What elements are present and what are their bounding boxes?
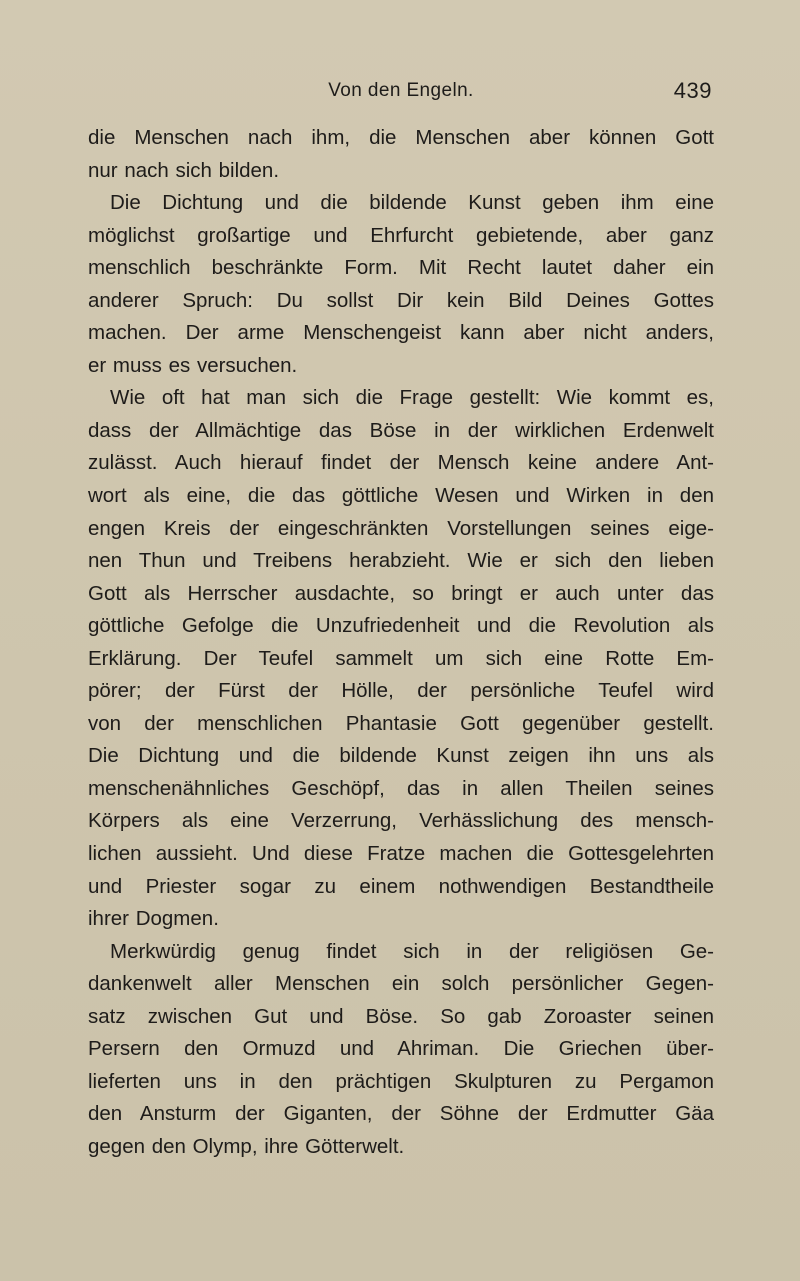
text-line: ihrer Dogmen.: [88, 907, 219, 931]
text-line: göttliche Gefolge die Unzufriedenheit und die Revolution als: [88, 614, 714, 638]
text-line: gegen den Olymp, ihre Götterwelt.: [88, 1134, 405, 1158]
text-line: Die Dichtung und die bildende Kunst zeigen ihn uns als: [88, 744, 714, 768]
page-number: 439: [673, 78, 712, 103]
text-line: Merkwürdig genug findet sich in der religiösen Ge-: [110, 939, 714, 963]
text-line: nur nach sich bilden.: [88, 158, 280, 182]
text-line: satz zwischen Gut und Böse. So gab Zoroaster seinen: [88, 1004, 714, 1028]
text-line: und Priester sogar zu einem nothwendigen Bestandtheile: [88, 874, 714, 898]
body-text: [88, 122, 714, 1164]
text-line: möglichst großartige und Ehrfurcht gebietende, aber ganz: [88, 223, 714, 247]
text-line: Wie oft hat man sich die Frage gestellt: Wie kommt es,: [110, 386, 714, 410]
text-line: zulässt. Auch hierauf findet der Mensch keine andere Ant-: [88, 451, 714, 475]
running-head: [90, 78, 712, 108]
text-line: dass der Allmächtige das Böse in der wirklichen Erdenwelt: [88, 418, 714, 442]
text-line: er muss es versuchen.: [88, 353, 298, 377]
text-line: nen Thun und Treibens herabzieht. Wie er sich den lieben: [88, 549, 714, 573]
running-title: Von den Engeln.: [328, 80, 474, 101]
text-line: Die Dichtung und die bildende Kunst geben ihm eine: [110, 191, 714, 215]
text-line: engen Kreis der eingeschränkten Vorstellungen seines eige-: [88, 516, 714, 540]
text-line: Erklärung. Der Teufel sammelt um sich eine Rotte Em-: [88, 646, 714, 670]
text-line: lieferten uns in den prächtigen Skulpturen zu Pergamon: [88, 1069, 714, 1093]
text-line: von der menschlichen Phantasie Gott gegenüber gestellt.: [88, 711, 714, 735]
text-line: menschenähnliches Geschöpf, das in allen Theilen seines: [88, 776, 714, 800]
text-line: pörer; der Fürst der Hölle, der persönliche Teufel wird: [88, 679, 714, 703]
text-line: anderer Spruch: Du sollst Dir kein Bild Deines Gottes: [88, 288, 714, 312]
text-line: dankenwelt aller Menschen ein solch persönlicher Gegen-: [88, 972, 714, 996]
text-line: Gott als Herrscher ausdachte, so bringt er auch unter das: [88, 581, 714, 605]
text-line: Körpers als eine Verzerrung, Verhässlichung des mensch-: [88, 809, 714, 833]
text-line: menschlich beschränkte Form. Mit Recht lautet daher ein: [88, 256, 714, 280]
text-line: lichen aussieht. Und diese Fratze machen die Gottesgelehrten: [88, 842, 714, 866]
text-line: machen. Der arme Menschengeist kann aber nicht anders,: [88, 321, 714, 345]
text-line: wort als eine, die das göttliche Wesen und Wirken in den: [88, 484, 714, 508]
text-line: den Ansturm der Giganten, der Söhne der Erdmutter Gäa: [88, 1102, 714, 1126]
text-line: die Menschen nach ihm, die Menschen aber können Gott: [88, 126, 714, 149]
text-line: Persern den Ormuzd und Ahriman. Die Griechen über-: [88, 1037, 714, 1061]
